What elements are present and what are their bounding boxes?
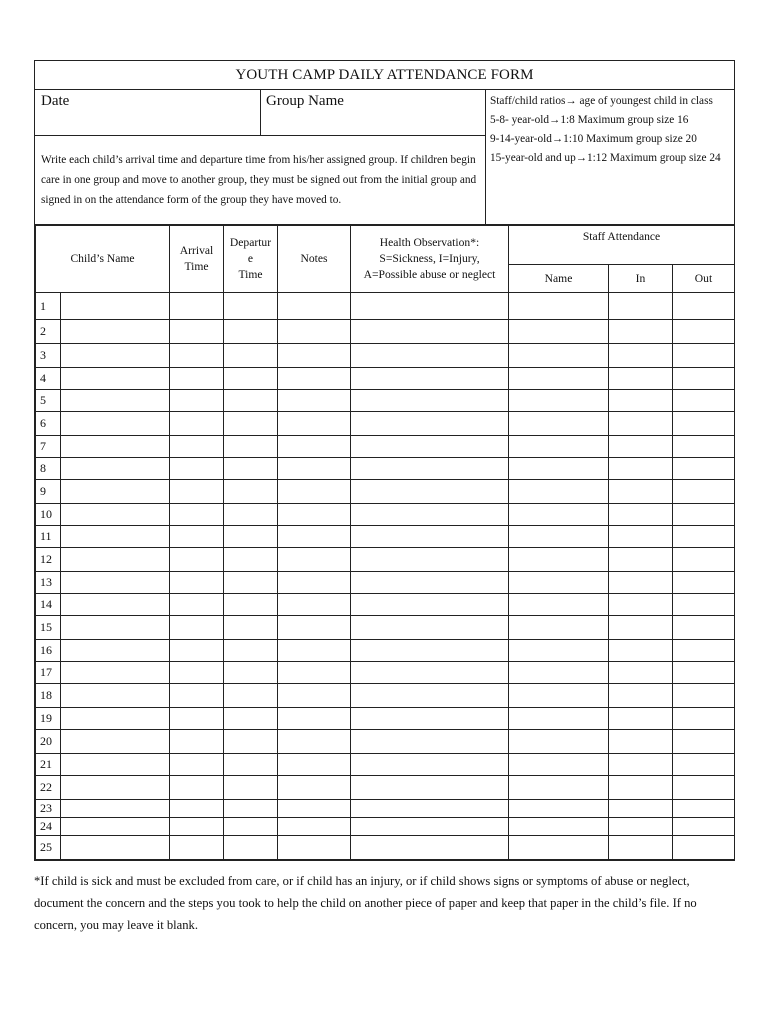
- staff-name-cell[interactable]: [509, 730, 609, 754]
- arrival-time-cell[interactable]: [170, 594, 224, 616]
- staff-out-cell[interactable]: [673, 293, 735, 320]
- staff-name-cell[interactable]: [509, 776, 609, 800]
- staff-in-cell[interactable]: [609, 390, 673, 412]
- attendance-table: [35, 225, 735, 860]
- table-row: [36, 548, 735, 572]
- table-row: [36, 480, 735, 504]
- row-number: 14: [36, 594, 61, 616]
- departure-time-cell[interactable]: [224, 368, 278, 390]
- row-number: 9: [36, 480, 61, 504]
- notes-cell[interactable]: [278, 458, 351, 480]
- arrival-time-cell[interactable]: [170, 818, 224, 836]
- notes-header: Notes: [278, 226, 351, 293]
- notes-cell[interactable]: [278, 480, 351, 504]
- arrival-time-cell[interactable]: [170, 368, 224, 390]
- departure-time-cell[interactable]: [224, 594, 278, 616]
- staff-in-cell[interactable]: [609, 526, 673, 548]
- staff-out-cell[interactable]: [673, 390, 735, 412]
- notes-cell[interactable]: [278, 320, 351, 344]
- child-name-cell[interactable]: [61, 836, 170, 860]
- child-name-cell[interactable]: [61, 480, 170, 504]
- notes-cell[interactable]: [278, 836, 351, 860]
- departure-time-cell[interactable]: [224, 640, 278, 662]
- health-observation-cell[interactable]: [351, 412, 509, 436]
- arrival-time-cell[interactable]: [170, 708, 224, 730]
- table-row: [36, 616, 735, 640]
- row-number: 15: [36, 616, 61, 640]
- row-number: 7: [36, 436, 61, 458]
- table-row: [36, 293, 735, 320]
- notes-cell[interactable]: [278, 368, 351, 390]
- staff-out-cell[interactable]: [673, 616, 735, 640]
- health-observation-cell[interactable]: [351, 800, 509, 818]
- staff-out-header: Out: [673, 265, 735, 293]
- table-row: [36, 776, 735, 800]
- row-number: 2: [36, 320, 61, 344]
- notes-cell[interactable]: [278, 436, 351, 458]
- row-number: 13: [36, 572, 61, 594]
- attendance-rows: [36, 293, 735, 860]
- staff-in-cell[interactable]: [609, 293, 673, 320]
- staff-out-cell[interactable]: [673, 836, 735, 860]
- staff-out-cell[interactable]: [673, 640, 735, 662]
- date-field[interactable]: [35, 90, 261, 136]
- staff-name-header: Name: [509, 265, 609, 293]
- child-name-cell[interactable]: [61, 730, 170, 754]
- arrival-time-cell[interactable]: [170, 458, 224, 480]
- staff-in-cell[interactable]: [609, 594, 673, 616]
- row-number: 20: [36, 730, 61, 754]
- staff-name-cell[interactable]: [509, 548, 609, 572]
- departure-time-cell[interactable]: [224, 754, 278, 776]
- form-title: YOUTH CAMP DAILY ATTENDANCE FORM: [35, 61, 734, 90]
- notes-cell[interactable]: [278, 572, 351, 594]
- health-observation-header: Health Observation*: S=Sickness, I=Injury, A=Possible abuse or neglect: [351, 226, 509, 293]
- staff-in-cell[interactable]: [609, 836, 673, 860]
- health-observation-cell[interactable]: [351, 730, 509, 754]
- staff-ratio-box: [485, 90, 734, 224]
- staff-name-cell[interactable]: [509, 836, 609, 860]
- departure-time-cell[interactable]: [224, 616, 278, 640]
- notes-cell[interactable]: [278, 662, 351, 684]
- arrival-time-cell[interactable]: [170, 480, 224, 504]
- table-row: [36, 754, 735, 776]
- staff-in-cell[interactable]: [609, 640, 673, 662]
- staff-out-cell[interactable]: [673, 368, 735, 390]
- table-row: [36, 708, 735, 730]
- departure-time-cell[interactable]: [224, 436, 278, 458]
- notes-cell[interactable]: [278, 776, 351, 800]
- table-row: [36, 412, 735, 436]
- table-row: [36, 640, 735, 662]
- table-row: [36, 436, 735, 458]
- arrival-time-cell[interactable]: [170, 616, 224, 640]
- date-label: Date: [41, 93, 70, 109]
- departure-time-cell[interactable]: [224, 662, 278, 684]
- notes-cell[interactable]: [278, 548, 351, 572]
- staff-name-cell[interactable]: [509, 344, 609, 368]
- departure-time-cell[interactable]: [224, 344, 278, 368]
- child-name-cell[interactable]: [61, 368, 170, 390]
- staff-out-cell[interactable]: [673, 708, 735, 730]
- table-row: [36, 320, 735, 344]
- staff-in-cell[interactable]: [609, 504, 673, 526]
- table-row: [36, 344, 735, 368]
- row-number: 5: [36, 390, 61, 412]
- notes-cell[interactable]: [278, 526, 351, 548]
- table-row: [36, 818, 735, 836]
- staff-name-cell[interactable]: [509, 390, 609, 412]
- child-name-cell[interactable]: [61, 776, 170, 800]
- health-observation-cell[interactable]: [351, 684, 509, 708]
- notes-cell[interactable]: [278, 818, 351, 836]
- staff-in-cell[interactable]: [609, 436, 673, 458]
- notes-cell[interactable]: [278, 390, 351, 412]
- table-row: [36, 504, 735, 526]
- staff-out-cell[interactable]: [673, 548, 735, 572]
- child-name-cell[interactable]: [61, 526, 170, 548]
- staff-out-cell[interactable]: [673, 754, 735, 776]
- group-name-label: Group Name: [266, 93, 344, 109]
- row-number: 10: [36, 504, 61, 526]
- table-row: [36, 684, 735, 708]
- child-name-cell[interactable]: [61, 754, 170, 776]
- departure-time-cell[interactable]: [224, 458, 278, 480]
- staff-name-cell[interactable]: [509, 458, 609, 480]
- staff-name-cell[interactable]: [509, 504, 609, 526]
- departure-time-cell[interactable]: [224, 818, 278, 836]
- staff-out-cell[interactable]: [673, 344, 735, 368]
- staff-name-cell[interactable]: [509, 754, 609, 776]
- staff-name-cell[interactable]: [509, 436, 609, 458]
- staff-out-cell[interactable]: [673, 436, 735, 458]
- health-observation-cell[interactable]: [351, 436, 509, 458]
- arrival-time-cell[interactable]: [170, 662, 224, 684]
- row-number: 19: [36, 708, 61, 730]
- departure-time-cell[interactable]: [224, 800, 278, 818]
- staff-in-cell[interactable]: [609, 616, 673, 640]
- staff-in-header: In: [609, 265, 673, 293]
- row-number: 4: [36, 368, 61, 390]
- departure-time-cell[interactable]: [224, 390, 278, 412]
- arrival-time-cell[interactable]: [170, 390, 224, 412]
- row-number: 17: [36, 662, 61, 684]
- notes-cell[interactable]: [278, 640, 351, 662]
- health-observation-cell[interactable]: [351, 344, 509, 368]
- child-name-cell[interactable]: [61, 800, 170, 818]
- form-header-section: [35, 90, 734, 225]
- child-name-header: Child’s Name: [36, 226, 170, 293]
- departure-time-cell[interactable]: [224, 412, 278, 436]
- staff-in-cell[interactable]: [609, 548, 673, 572]
- row-number: 16: [36, 640, 61, 662]
- row-number: 11: [36, 526, 61, 548]
- departure-time-cell[interactable]: [224, 526, 278, 548]
- staff-name-cell[interactable]: [509, 594, 609, 616]
- staff-attendance-header: Staff Attendance: [509, 226, 735, 265]
- staff-name-cell[interactable]: [509, 800, 609, 818]
- health-observation-cell[interactable]: [351, 320, 509, 344]
- notes-cell[interactable]: [278, 684, 351, 708]
- staff-out-cell[interactable]: [673, 662, 735, 684]
- staff-in-cell[interactable]: [609, 684, 673, 708]
- arrival-time-cell[interactable]: [170, 776, 224, 800]
- staff-name-cell[interactable]: [509, 526, 609, 548]
- staff-in-cell[interactable]: [609, 412, 673, 436]
- arrival-time-cell[interactable]: [170, 730, 224, 754]
- row-number: 18: [36, 684, 61, 708]
- staff-in-cell[interactable]: [609, 754, 673, 776]
- child-name-cell[interactable]: [61, 708, 170, 730]
- health-observation-cell[interactable]: [351, 708, 509, 730]
- staff-name-cell[interactable]: [509, 818, 609, 836]
- row-number: 8: [36, 458, 61, 480]
- departure-time-cell[interactable]: [224, 504, 278, 526]
- staff-out-cell[interactable]: [673, 572, 735, 594]
- staff-name-cell[interactable]: [509, 662, 609, 684]
- row-number: 23: [36, 800, 61, 818]
- staff-name-cell[interactable]: [509, 368, 609, 390]
- row-number: 21: [36, 754, 61, 776]
- child-name-cell[interactable]: [61, 344, 170, 368]
- child-name-cell[interactable]: [61, 458, 170, 480]
- staff-in-cell[interactable]: [609, 458, 673, 480]
- group-name-field[interactable]: [261, 90, 485, 136]
- child-name-cell[interactable]: [61, 684, 170, 708]
- row-number: 6: [36, 412, 61, 436]
- health-observation-cell[interactable]: [351, 504, 509, 526]
- row-number: 3: [36, 344, 61, 368]
- health-observation-cell[interactable]: [351, 548, 509, 572]
- staff-out-cell[interactable]: [673, 458, 735, 480]
- table-row: [36, 526, 735, 548]
- arrival-time-cell[interactable]: [170, 526, 224, 548]
- staff-in-cell[interactable]: [609, 572, 673, 594]
- arrival-time-cell[interactable]: [170, 684, 224, 708]
- departure-time-cell[interactable]: [224, 776, 278, 800]
- departure-time-cell[interactable]: [224, 572, 278, 594]
- arrival-time-cell[interactable]: [170, 320, 224, 344]
- attendance-form: [34, 60, 735, 861]
- child-name-cell[interactable]: [61, 504, 170, 526]
- staff-name-cell[interactable]: [509, 708, 609, 730]
- ratio-heading: Staff/child ratios→ age of youngest child in class: [490, 95, 713, 107]
- staff-name-cell[interactable]: [509, 640, 609, 662]
- child-name-cell[interactable]: [61, 572, 170, 594]
- staff-out-cell[interactable]: [673, 594, 735, 616]
- staff-in-cell[interactable]: [609, 708, 673, 730]
- notes-cell[interactable]: [278, 708, 351, 730]
- child-name-cell[interactable]: [61, 662, 170, 684]
- notes-cell[interactable]: [278, 344, 351, 368]
- staff-in-cell[interactable]: [609, 344, 673, 368]
- staff-out-cell[interactable]: [673, 526, 735, 548]
- staff-name-cell[interactable]: [509, 616, 609, 640]
- table-row: [36, 458, 735, 480]
- child-name-cell[interactable]: [61, 412, 170, 436]
- child-name-cell[interactable]: [61, 390, 170, 412]
- staff-in-cell[interactable]: [609, 662, 673, 684]
- departure-time-cell[interactable]: [224, 320, 278, 344]
- arrival-time-cell[interactable]: [170, 293, 224, 320]
- child-name-cell[interactable]: [61, 548, 170, 572]
- health-observation-cell[interactable]: [351, 594, 509, 616]
- health-observation-cell[interactable]: [351, 836, 509, 860]
- staff-in-cell[interactable]: [609, 818, 673, 836]
- staff-out-cell[interactable]: [673, 818, 735, 836]
- staff-out-cell[interactable]: [673, 684, 735, 708]
- notes-cell[interactable]: [278, 412, 351, 436]
- child-name-cell[interactable]: [61, 640, 170, 662]
- arrival-time-cell[interactable]: [170, 412, 224, 436]
- staff-out-cell[interactable]: [673, 412, 735, 436]
- health-observation-cell[interactable]: [351, 480, 509, 504]
- staff-in-cell[interactable]: [609, 776, 673, 800]
- child-name-cell[interactable]: [61, 818, 170, 836]
- staff-out-cell[interactable]: [673, 480, 735, 504]
- departure-time-cell[interactable]: [224, 684, 278, 708]
- table-row: [36, 662, 735, 684]
- health-observation-cell[interactable]: [351, 293, 509, 320]
- child-name-cell[interactable]: [61, 594, 170, 616]
- table-row: [36, 390, 735, 412]
- row-number: 24: [36, 818, 61, 836]
- row-number: 1: [36, 293, 61, 320]
- ratio-line: 9-14-year-old→1:10 Maximum group size 20: [490, 133, 697, 145]
- row-number: 22: [36, 776, 61, 800]
- staff-in-cell[interactable]: [609, 320, 673, 344]
- health-observation-cell[interactable]: [351, 640, 509, 662]
- table-row: [36, 730, 735, 754]
- staff-in-cell[interactable]: [609, 480, 673, 504]
- departure-time-cell[interactable]: [224, 293, 278, 320]
- table-row: [36, 594, 735, 616]
- departure-time-header: Departur e Time: [224, 226, 278, 293]
- health-observation-cell[interactable]: [351, 662, 509, 684]
- arrival-time-cell[interactable]: [170, 836, 224, 860]
- staff-out-cell[interactable]: [673, 730, 735, 754]
- child-name-cell[interactable]: [61, 616, 170, 640]
- departure-time-cell[interactable]: [224, 548, 278, 572]
- arrival-time-cell[interactable]: [170, 344, 224, 368]
- notes-cell[interactable]: [278, 800, 351, 818]
- departure-time-cell[interactable]: [224, 708, 278, 730]
- health-observation-cell[interactable]: [351, 368, 509, 390]
- row-number: 12: [36, 548, 61, 572]
- footnote: *If child is sick and must be excluded from care, or if child has an injury, or if child shows signs or symptoms of abuse or neglect, document the concern and the steps you took to help the child on another piece of paper and keep that paper in the child’s file. If no concern, you may leave it blank.: [34, 874, 697, 932]
- notes-cell[interactable]: [278, 616, 351, 640]
- ratio-line: 15-year-old and up→1:12 Maximum group size 24: [490, 152, 721, 164]
- staff-out-cell[interactable]: [673, 776, 735, 800]
- notes-cell[interactable]: [278, 504, 351, 526]
- health-observation-cell[interactable]: [351, 390, 509, 412]
- instructions-text: Write each child’s arrival time and departure time from his/her assigned group. If children begin care in one group and move to another group, they must be signed out from the initial group and signed in on the attendance form of the group they have moved to.: [41, 154, 477, 206]
- child-name-cell[interactable]: [61, 293, 170, 320]
- notes-cell[interactable]: [278, 293, 351, 320]
- departure-time-cell[interactable]: [224, 480, 278, 504]
- notes-cell[interactable]: [278, 754, 351, 776]
- row-number: 25: [36, 836, 61, 860]
- staff-name-cell[interactable]: [509, 293, 609, 320]
- arrival-time-cell[interactable]: [170, 548, 224, 572]
- arrival-time-cell[interactable]: [170, 572, 224, 594]
- staff-in-cell[interactable]: [609, 368, 673, 390]
- notes-cell[interactable]: [278, 730, 351, 754]
- arrival-time-header: Arrival Time: [170, 226, 224, 293]
- arrival-time-cell[interactable]: [170, 640, 224, 662]
- table-row: [36, 800, 735, 818]
- staff-out-cell[interactable]: [673, 504, 735, 526]
- child-name-cell[interactable]: [61, 320, 170, 344]
- staff-out-cell[interactable]: [673, 320, 735, 344]
- child-name-cell[interactable]: [61, 436, 170, 458]
- health-observation-cell[interactable]: [351, 818, 509, 836]
- staff-name-cell[interactable]: [509, 684, 609, 708]
- staff-name-cell[interactable]: [509, 572, 609, 594]
- arrival-time-cell[interactable]: [170, 504, 224, 526]
- staff-name-cell[interactable]: [509, 480, 609, 504]
- health-observation-cell[interactable]: [351, 526, 509, 548]
- departure-time-cell[interactable]: [224, 730, 278, 754]
- health-observation-cell[interactable]: [351, 616, 509, 640]
- arrival-time-cell[interactable]: [170, 800, 224, 818]
- staff-name-cell[interactable]: [509, 412, 609, 436]
- health-observation-cell[interactable]: [351, 754, 509, 776]
- ratio-line: 5-8- year-old→1:8 Maximum group size 16: [490, 114, 689, 126]
- health-observation-cell[interactable]: [351, 776, 509, 800]
- arrival-time-cell[interactable]: [170, 436, 224, 458]
- staff-in-cell[interactable]: [609, 730, 673, 754]
- notes-cell[interactable]: [278, 594, 351, 616]
- departure-time-cell[interactable]: [224, 836, 278, 860]
- table-row: [36, 368, 735, 390]
- staff-out-cell[interactable]: [673, 800, 735, 818]
- staff-in-cell[interactable]: [609, 800, 673, 818]
- health-observation-cell[interactable]: [351, 458, 509, 480]
- table-row: [36, 836, 735, 860]
- staff-name-cell[interactable]: [509, 320, 609, 344]
- health-observation-cell[interactable]: [351, 572, 509, 594]
- arrival-time-cell[interactable]: [170, 754, 224, 776]
- table-row: [36, 572, 735, 594]
